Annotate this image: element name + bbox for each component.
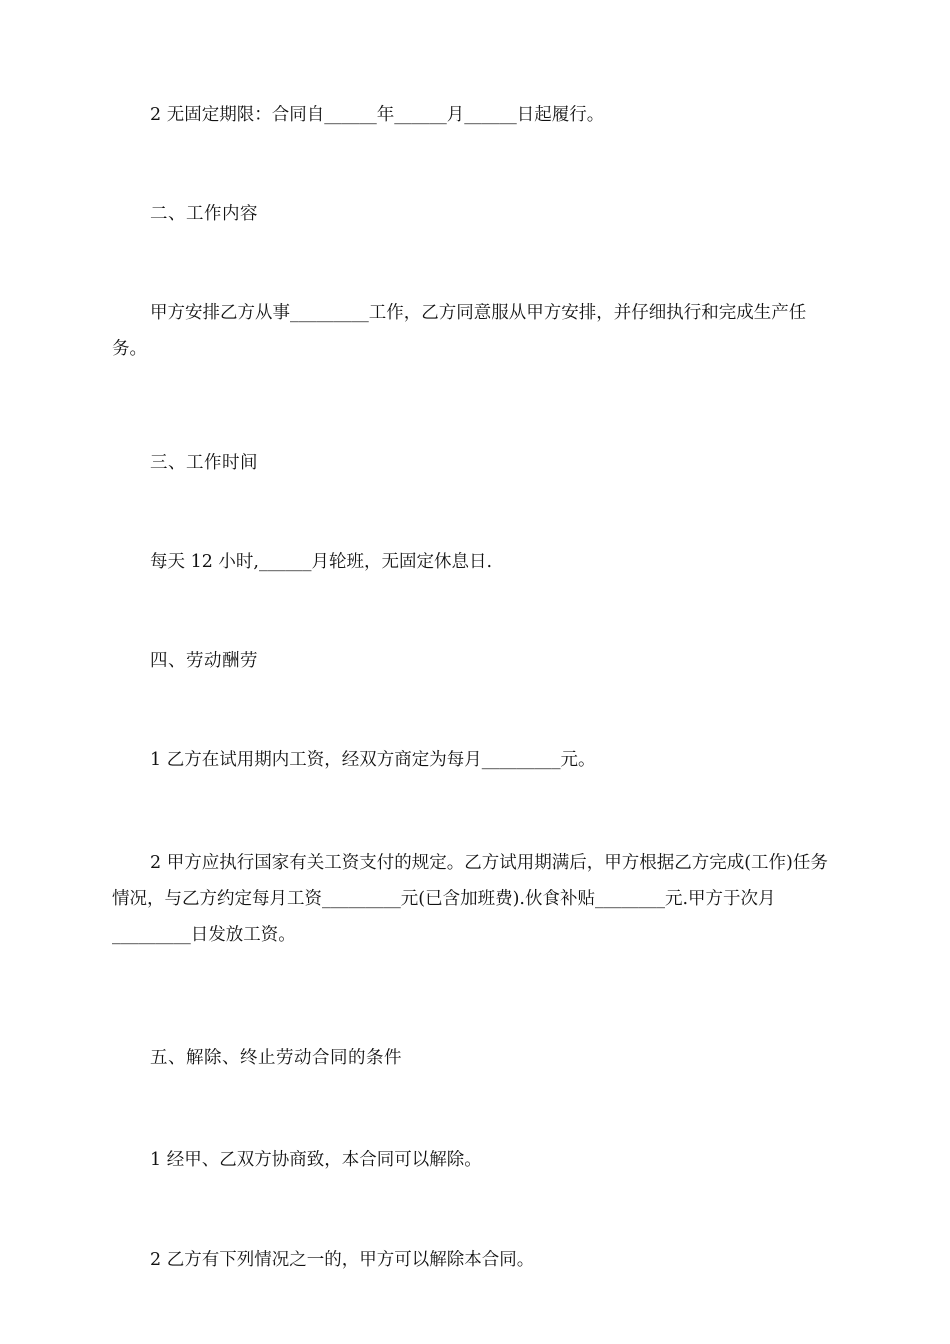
- term-start-line: 2 无固定期限：合同自______年______月______日起履行。: [150, 105, 605, 125]
- heading-work-content: 二、工作内容: [150, 204, 258, 224]
- heading-termination: 五、解除、终止劳动合同的条件: [150, 1048, 402, 1068]
- termination-item-2: 2 乙方有下列情况之一的，甲方可以解除本合同。: [150, 1250, 535, 1270]
- work-content-paragraph: 甲方安排乙方从事_________工作，乙方同意服从甲方安排，并仔细执行和完成生产任务。: [112, 303, 807, 359]
- heading-work-time: 三、工作时间: [150, 453, 258, 473]
- pay-item-2: 2 甲方应执行国家有关工资支付的规定。乙方试用期满后，甲方根据乙方完成(工作)任务情况，与乙方约定每月工资_________元(已含加班费).伙食补贴________元.甲方于次月_________日发放工资。: [112, 853, 828, 945]
- termination-item-1: 1 经甲、乙双方协商致，本合同可以解除。: [150, 1150, 482, 1170]
- heading-pay: 四、劳动酬劳: [150, 651, 258, 671]
- work-time-paragraph: 每天 12 小时,______月轮班，无固定休息日.: [150, 552, 493, 572]
- pay-item-1: 1 乙方在试用期内工资，经双方商定为每月_________元。: [150, 750, 596, 770]
